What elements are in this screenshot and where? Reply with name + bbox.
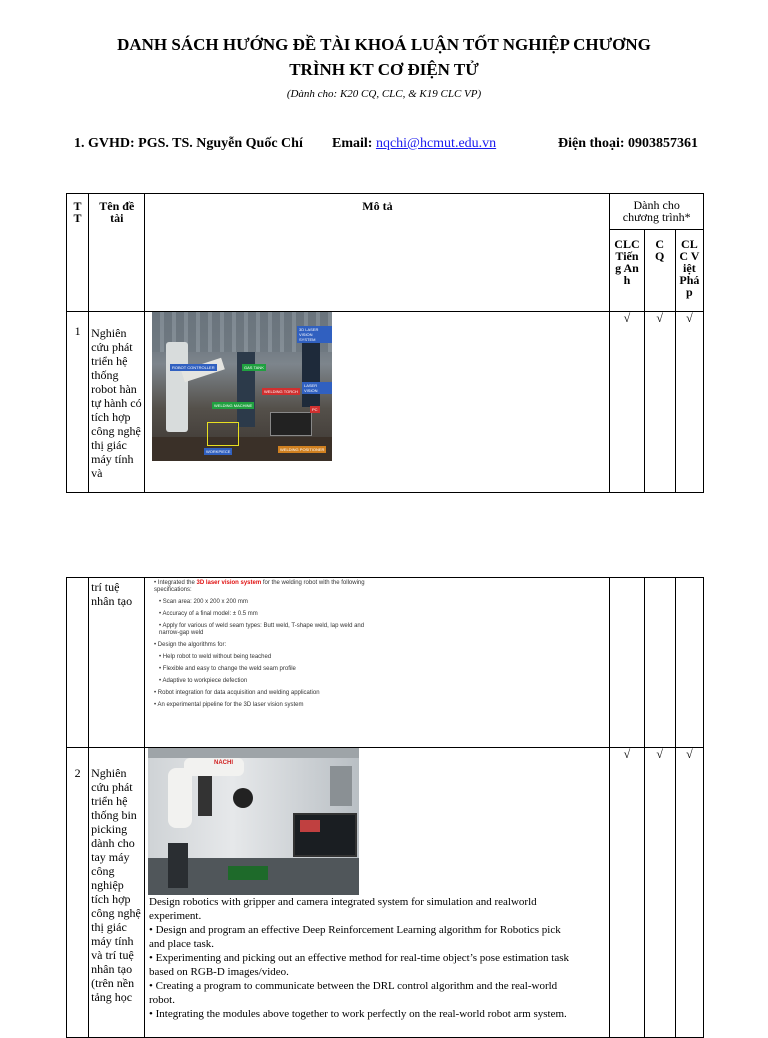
bullet-item: • Help robot to weld without being teached — [159, 654, 272, 660]
header-topic: Tên đề tài — [89, 194, 145, 312]
row1-tt-cont — [67, 578, 89, 748]
row2-check-vp: √ — [675, 748, 703, 1038]
bullet-item: • An experimental pipeline for the 3D laser vision system — [154, 702, 304, 708]
desc-line: • Integrating the modules above together to work perfectly on the real-world robot arm system. — [149, 1008, 567, 1020]
welding-robot-photo — [152, 312, 332, 461]
row1-empty-clc — [610, 578, 644, 748]
bullet-item: • Scan area: 200 x 200 x 200 mm — [159, 599, 248, 605]
advisor-email — [332, 136, 496, 152]
advisor-name: 1. GVHD: PGS. TS. Nguyễn Quốc Chí — [74, 136, 303, 151]
row1-topic-cont: trí tuệ nhân tạo — [89, 578, 145, 748]
document-title-line1: DANH SÁCH HƯỚNG ĐỀ TÀI KHOÁ LUẬN TỐT NGHIỆP CHƯƠNG — [117, 35, 651, 54]
desc-line: Design robotics with gripper and camera integrated system for simulation and realworld experiment. — [149, 896, 537, 922]
robot-brand-label: NACHI — [214, 760, 233, 766]
desc-line: • Creating a program to communicate between the DRL control algorithm and the real-world robot. — [149, 980, 558, 1006]
email-label: Email: — [332, 136, 376, 151]
bullet-item: • Apply for various of weld seam types: Butt weld, T-shape weld, lap weld and narrow-gap weld — [159, 623, 365, 636]
row1-empty-cq — [644, 578, 675, 748]
tag-laser-vision-system: 3D LASER VISION SYSTEM — [297, 326, 332, 343]
email-link[interactable]: nqchi@hcmut.edu.vn — [375, 136, 497, 151]
row1-check-cq: √ — [644, 312, 675, 493]
tag-laser-vision: LASER VISION — [302, 382, 332, 394]
bullet-item: • Design the algorithms for: — [154, 642, 227, 648]
header-cq: CQ — [644, 230, 675, 312]
row2-description-text — [149, 895, 569, 1021]
bullet-item: • Flexible and easy to change the weld seam profile — [159, 666, 296, 672]
bullet-item: • Robot integration for data acquisition and welding application — [154, 690, 320, 696]
row2-tt: 2 — [67, 748, 89, 1038]
row2-check-clc: √ — [610, 748, 644, 1038]
bullet-item: • Accuracy of a final model: ± 0.5 mm — [159, 611, 258, 617]
row1-bullet-list — [154, 580, 374, 714]
desc-line: • Experimenting and picking out an effective method for real-time object’s pose estimation task based on RGB-D images/video. — [149, 952, 569, 978]
tag-robot-controller: ROBOT CONTROLLER — [172, 365, 215, 370]
bullet-item: • Integrated the 3D laser vision system for the welding robot with the following specifications: — [154, 580, 365, 593]
tag-workpiece: WORKPIECE — [206, 449, 231, 454]
tag-pc: PC — [312, 407, 318, 412]
bullet-item: • Adaptive to workpiece defection — [159, 678, 248, 684]
desc-line: • Design and program an effective Deep Reinforcement Learning algorithm for Robotics pick and place task. — [149, 924, 561, 950]
row1-empty-vp — [675, 578, 703, 748]
tag-gas-tank: GAS TANK — [244, 365, 264, 370]
header-tt: TT — [67, 194, 89, 312]
row1-topic: Nghiên cứu phát triển hệ thống robot hàn tự hành có tích hợp công nghệ thị giác máy tính và — [89, 312, 145, 493]
row1-check-vp: √ — [675, 312, 703, 493]
tag-welding-torch: WELDING TORCH — [264, 389, 298, 394]
advisor-phone: Điện thoại: 0903857361 — [558, 136, 698, 151]
bin-picking-robot-photo — [148, 748, 359, 895]
header-for-program: Dành cho chương trình* — [610, 194, 704, 230]
row1-check-clc: √ — [610, 312, 644, 493]
header-clc-vp: CLC Việt Pháp — [675, 230, 703, 312]
row1-tt: 1 — [67, 312, 89, 493]
row2-check-cq: √ — [644, 748, 675, 1038]
document-title-line2: TRÌNH KT CƠ ĐIỆN TỬ — [289, 60, 479, 79]
tag-welding-machine: WELDING MACHINE — [214, 403, 253, 408]
header-clc-english: CLC Tiếng Anh — [610, 230, 644, 312]
tag-welding-positioner: WELDING POSITIONER — [280, 447, 325, 452]
header-description: Mô tả — [145, 194, 610, 312]
row2-topic: Nghiên cứu phát triển hệ thống bin picking dành cho tay máy công nghiệp tích hợp công nghệ thị giác máy tính và trí tuệ nhân tạo (trên nền tảng học — [89, 748, 145, 1038]
document-subtitle: (Dành cho: K20 CQ, CLC, & K19 CLC VP) — [286, 88, 482, 100]
